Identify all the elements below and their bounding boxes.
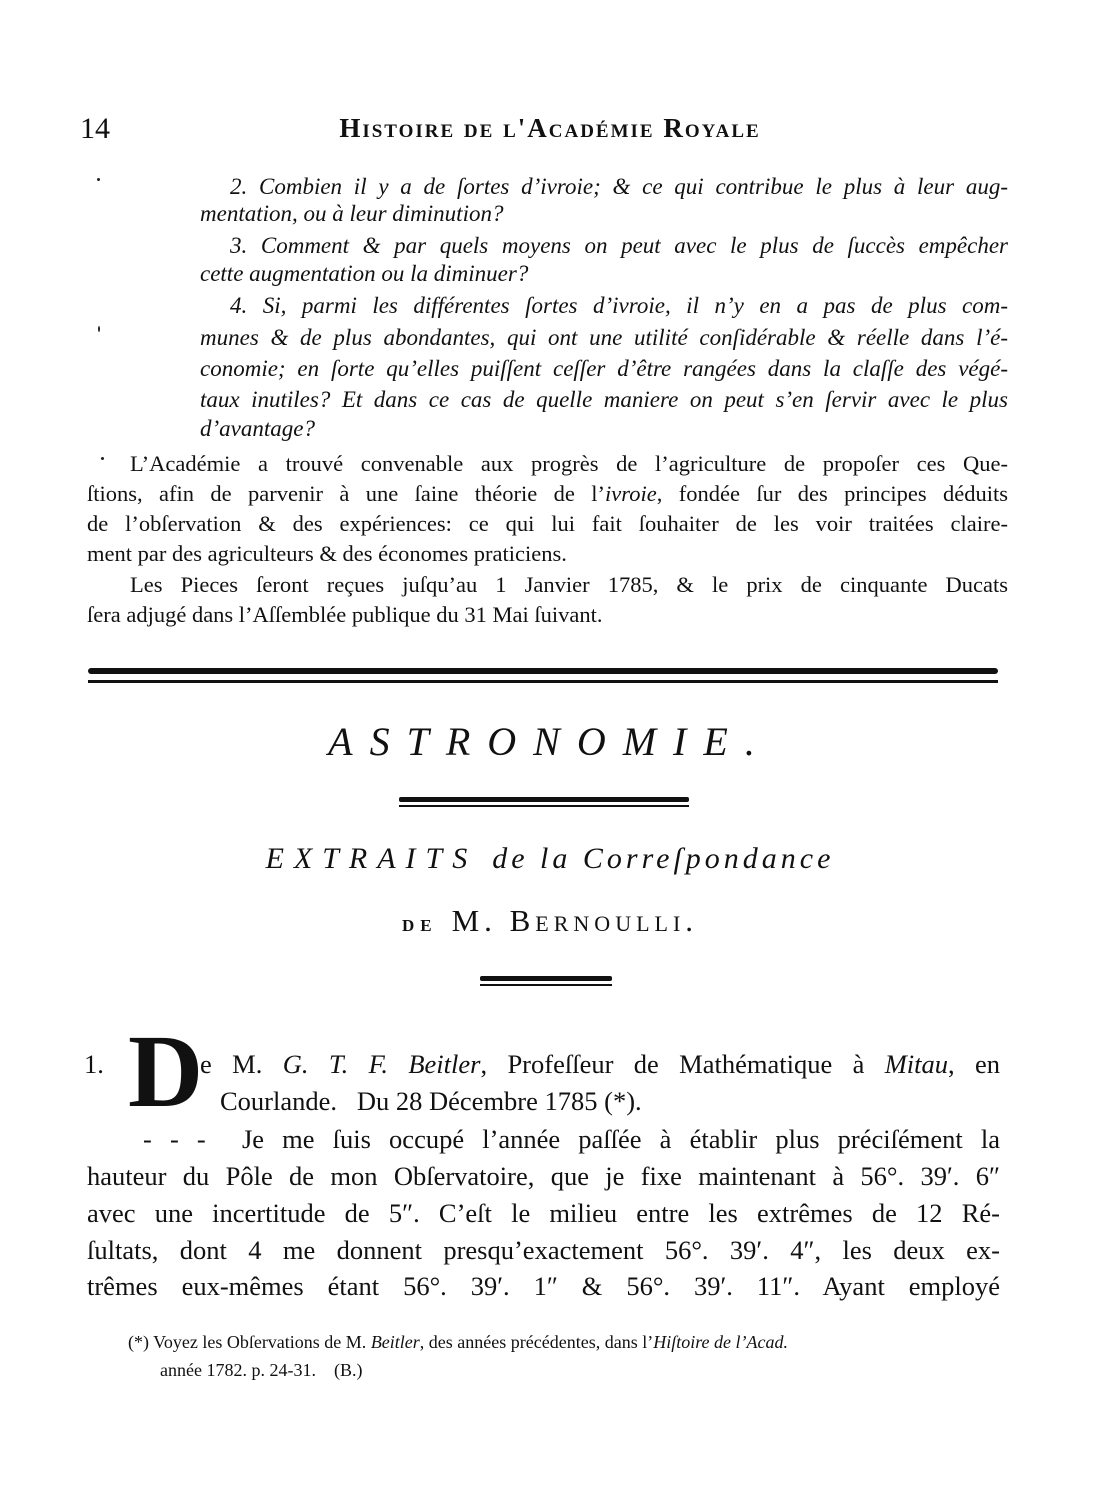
author-rule-thin [480,984,612,986]
footnote-reference: Hiſtoire de l’Acad. [653,1332,789,1352]
margin-mark [97,178,100,181]
author-rule-thick [480,976,612,981]
subtitle-rest: de la Correſpondance [492,842,835,875]
letter-line-1 [200,1046,1000,1083]
prize-line-2: ſera adjugé dans l’Aſſemblée publique du 31 Mai ſuivant. [87,602,603,627]
academy-line-2 [87,479,1008,509]
letter-number: 1. [84,1049,104,1079]
footnote-marker: (*) [128,1332,149,1352]
letter-body-line: - - - Je me ſuis occupé l’année paſſée à établir plus préciſément la [143,1124,1000,1154]
question-4-line-5: d’avantage? [200,416,315,441]
question-4-line-1: 4. Si, parmi les différentes ſortes d’ivroie, il n’y en a pas de plus com- [230,293,1008,318]
question-2-line-2: mentation, ou à leur diminution? [200,201,504,226]
ivroie-term: ivroie [605,481,657,506]
section-title: ASTRONOMIE. [328,719,772,764]
question-3-line-2: cette augmentation ou la diminuer? [200,261,529,286]
letter-body-line: ſultats, dont 4 me donnent presqu’exactement 56°. 39′. 4″, les deux ex- [87,1235,1000,1265]
footnote-text-b: , des années précédentes, dans l’ [419,1332,654,1352]
correspondent-place: Mitau [884,1049,949,1079]
question-4-line-3: conomie; en ſorte qu’elles puiſſent ceſſer d’être rangées dans la claſſe des végé- [200,356,1008,381]
footnote-name: Beitler [370,1332,420,1352]
running-head: Histoire de l'Académie Royale [339,113,761,143]
question-2-line-1: 2. Combien il y a de ſortes d’ivroie; & ce qui contribue le plus à leur aug- [230,174,1008,199]
section-rule-thin [88,680,998,683]
section-subtitle [0,842,1100,876]
letter-body-line: hauteur du Pôle de mon Obſervatoire, que je fixe maintenant à 56°. 39′. 6″ [87,1161,1000,1191]
letter-body-line: avec une incertitude de 5″. C’eſt le milieu entre les extrêmes de 12 Ré- [87,1198,1000,1228]
academy-line-4: ment par des agriculteurs & des économes praticiens. [87,541,567,566]
section-author [0,903,1100,939]
section-rule-thick [88,668,998,674]
academy-line-2-a: ſtions, afin de parvenir à une ſaine théorie de l’ [87,481,606,506]
question-4-line-2: munes & de plus abondantes, qui ont une utilité conſidérable & réelle dans l’é- [200,325,1008,350]
question-4-line-4: taux inutiles? Et dans ce cas de quelle maniere on peut s’en ſervir avec le plus [200,387,1008,412]
footnote-line-2: année 1782. p. 24-31. (B.) [160,1360,363,1380]
letter-line-1-c: , en [948,1049,1001,1079]
drop-cap: D [128,1014,204,1129]
author-name: M. Bernoulli. [451,903,699,938]
subtitle-caps: EXTRAITS [265,842,478,875]
academy-line-2-b: , fondée ſur des principes déduits [656,481,1008,506]
letter-line-1-a: e M. [200,1049,283,1079]
correspondent-name: G. T. F. Beitler [282,1049,481,1079]
letter-line-1-b: , Profeſſeur de Mathématique à [480,1049,885,1079]
title-rule-thin [399,805,689,807]
academy-line-1: L’Académie a trouvé convenable aux progrès de l’agriculture de propoſer ces Que- [130,451,1008,476]
page-number: 14 [80,112,110,145]
prize-line-1: Les Pieces ſeront reçues juſqu’au 1 Janvier 1785, & le prix de cinquante Ducats [130,572,1008,597]
author-de: de [401,911,438,937]
margin-mark [101,457,104,460]
margin-mark [98,326,100,332]
letter-body-line: trêmes eux-mêmes étant 56°. 39′. 1″ & 56°. 39′. 11″. Ayant employé [87,1271,1000,1301]
footnote-line-1 [128,1328,788,1356]
footnote-text-a: Voyez les Obſervations de M. [149,1332,371,1352]
letter-line-2: Courlande. Du 28 Décembre 1785 (*). [220,1086,642,1116]
title-rule-thick [399,797,689,802]
question-3-line-1: 3. Comment & par quels moyens on peut avec le plus de ſuccès empêcher [230,233,1008,258]
academy-line-3: de l’obſervation & des expériences: ce qui lui fait ſouhaiter de les voir traitées claire- [87,511,1008,536]
